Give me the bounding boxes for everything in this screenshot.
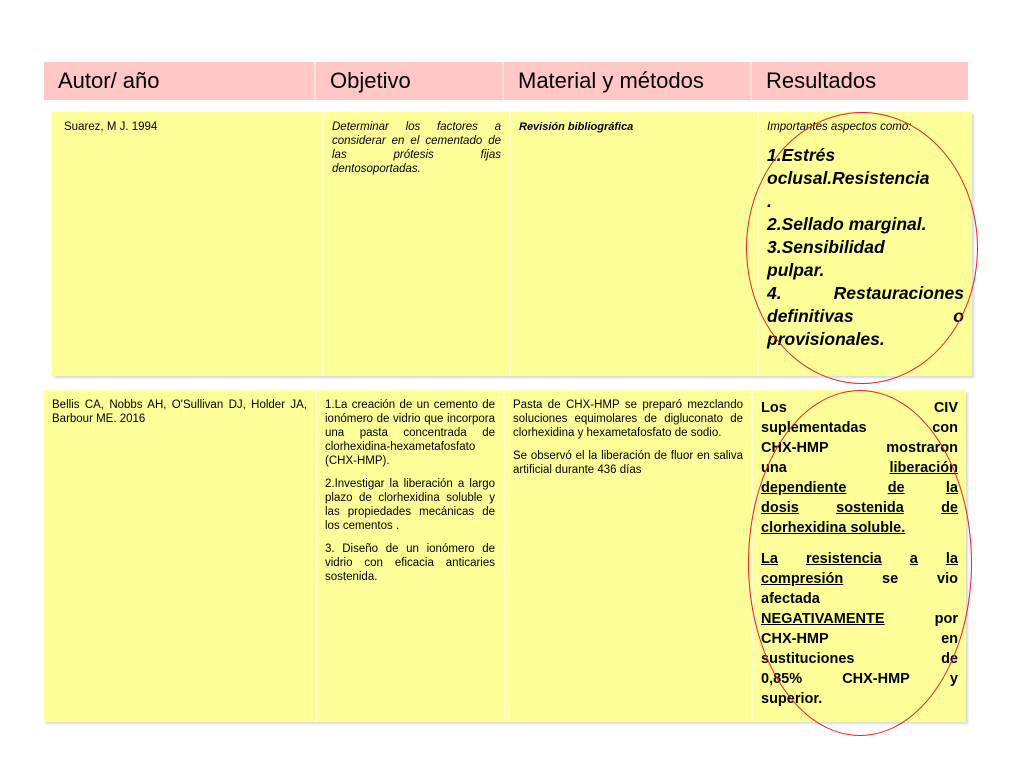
result-line [767,305,964,328]
result-word: la [945,551,958,567]
result-word: o [953,306,964,326]
result-line: 3.Sensibilidad [767,237,885,257]
row2-author: Bellis CA, Nobbs AH, O'Sullivan DJ, Holder JA, Barbour ME. 2016 [52,399,307,425]
row1-author: Suarez, M J. 1994 [64,121,158,133]
result-line: . [767,191,772,211]
result-word: de [887,480,905,496]
table-row [52,112,972,376]
result-word: 4. [767,283,782,303]
row2-objective-cell [317,390,505,722]
result-line: clorhexidina soluble. [761,520,906,536]
result-word: en [941,631,958,647]
row2-methods-2: Se observó el la liberación de fluor en saliva artificial durante 436 días [513,450,743,476]
result-word: compresión [761,571,844,587]
header-materials-methods: Material y métodos [504,62,752,100]
header-results: Resultados [766,68,877,93]
row1-objective-cell [324,112,511,376]
row1-results-cell [759,112,972,376]
result-word: mostraron [886,440,958,456]
result-word: liberación [889,460,958,476]
result-word: de [941,651,958,667]
result-word: CHX-HMP [842,671,910,687]
result-word: y [949,671,958,687]
result-word: CHX-HMP [761,440,829,456]
row1-methods-cell [511,112,759,376]
row2-objective-3: 3. Diseño de un ionómero de vidrio con eficacia anticaries sostenida. [325,543,495,583]
row1-results-list [767,144,964,351]
row1-results-intro: Importantes aspectos como: [767,121,912,133]
result-word: La [761,551,778,567]
result-word: por [934,611,958,627]
result-word: sustituciones [761,651,855,667]
table-header [44,62,968,100]
result-line: 1.Estrés [767,145,836,165]
result-word: 0,85% [761,671,803,687]
row2-methods-1: Pasta de CHX-HMP se preparó mezclando soluciones equimolares de digluconato de clorhexidina y hexametafosfato de sodio. [513,399,743,439]
result-word: CHX-HMP [761,631,829,647]
row2-methods-cell [505,390,753,722]
row2-results-1 [761,398,958,538]
result-word: dependiente [761,480,847,496]
result-line: oclusal.Resistencia [767,168,930,188]
result-word: se [882,571,899,587]
row1-methods: Revisión bibliográfica [519,121,634,133]
row2-objective-1: 1.La creación de un cemento de ionómero de vidrio que incorpora una pasta concentrada de clorhexidina-hexametafosfato (CHX-HMP). [325,399,495,467]
table-row [44,390,966,722]
result-line: superior. [761,691,823,707]
result-word: NEGATIVAMENTE [761,611,885,627]
header-objective: Objetivo [316,62,504,100]
result-word: vio [937,571,958,587]
row2-author-cell [44,390,317,722]
result-word: de [941,500,958,516]
header-author-year: Autor/ año [44,62,316,100]
result-word: a [909,551,918,567]
result-word: definitivas [767,306,854,326]
result-line: pulpar. [767,260,825,280]
row2-results-cell [753,390,966,722]
result-word: con [932,420,958,436]
result-line: provisionales. [767,329,885,349]
result-line: 2.Sellado marginal. [767,214,927,234]
result-word: Los [761,400,787,416]
result-word: dosis [761,500,799,516]
result-word: resistencia [805,551,882,567]
result-word: suplementadas [761,420,867,436]
result-word: CIV [933,400,958,416]
row2-objective-2: 2.Investigar la liberación a largo plazo de clorhexidina soluble y las propiedades mecánicas de los cementos . [325,478,495,532]
row2-results-2 [761,549,958,709]
result-word: Restauraciones [833,283,964,303]
result-word: sostenida [836,500,904,516]
result-word: una [761,460,787,476]
result-line [767,282,964,305]
result-line: afectada [761,591,820,607]
row1-objective: Determinar los factores a considerar en el cementado de las prótesis fijas dentosoportadas. [332,121,501,175]
row1-author-cell [52,112,324,376]
result-word: la [945,480,958,496]
